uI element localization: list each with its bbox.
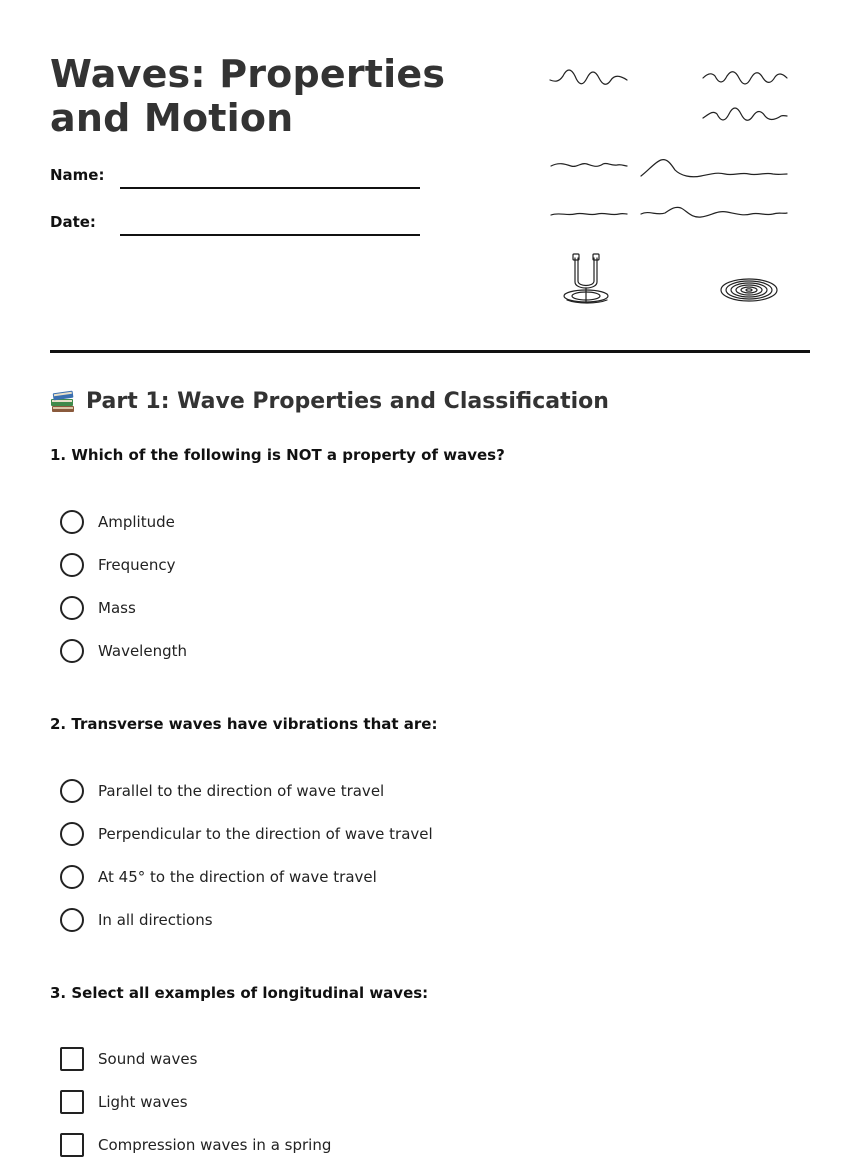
option-light-waves[interactable] — [60, 1090, 188, 1114]
option-label: Wavelength — [98, 642, 187, 660]
books-icon — [50, 388, 76, 414]
option-sound-waves[interactable] — [60, 1047, 197, 1071]
radio-button[interactable] — [60, 908, 84, 932]
radio-button[interactable] — [60, 865, 84, 889]
wave-icon — [703, 72, 787, 84]
checkbox[interactable] — [60, 1133, 84, 1157]
radio-button[interactable] — [60, 553, 84, 577]
question-3: 3. Select all examples of longitudinal waves: — [50, 984, 429, 1002]
radio-button[interactable] — [60, 596, 84, 620]
option-label: Parallel to the direction of wave travel — [98, 782, 385, 800]
date-field[interactable] — [120, 234, 420, 236]
option-compression-waves[interactable] — [60, 1133, 331, 1157]
option-amplitude[interactable] — [60, 510, 175, 534]
wave-icon — [641, 207, 787, 217]
radio-button[interactable] — [60, 822, 84, 846]
section-heading-text: Part 1: Wave Properties and Classification — [86, 388, 609, 414]
section-heading — [50, 388, 609, 414]
wave-icon — [551, 163, 627, 166]
question-2: 2. Transverse waves have vibrations that are: — [50, 715, 438, 733]
date-label: Date: — [50, 213, 96, 231]
wave-illustrations — [545, 58, 795, 312]
option-label: Mass — [98, 599, 136, 617]
option-label: In all directions — [98, 911, 213, 929]
option-parallel[interactable] — [60, 779, 384, 803]
option-label: Sound waves — [98, 1050, 198, 1068]
wave-icon — [641, 160, 787, 177]
radio-button[interactable] — [60, 639, 84, 663]
wave-icon — [703, 108, 787, 120]
option-wavelength[interactable] — [60, 639, 187, 663]
radio-button[interactable] — [60, 779, 84, 803]
wave-icon — [550, 70, 627, 84]
name-label: Name: — [50, 166, 105, 184]
option-label: Light waves — [98, 1093, 188, 1111]
name-field[interactable] — [120, 187, 420, 189]
option-frequency[interactable] — [60, 553, 176, 577]
radio-button[interactable] — [60, 510, 84, 534]
checkbox[interactable] — [60, 1047, 84, 1071]
page-title: Waves: Properties and Motion — [50, 52, 446, 140]
ripples-icon — [721, 279, 777, 301]
question-1: 1. Which of the following is NOT a property of waves? — [50, 446, 505, 464]
option-45-degrees[interactable] — [60, 865, 377, 889]
option-label: At 45° to the direction of wave travel — [98, 868, 377, 886]
option-label: Frequency — [98, 556, 176, 574]
header-divider — [50, 350, 810, 353]
tuning-fork-icon — [564, 254, 608, 303]
option-all-directions[interactable] — [60, 908, 213, 932]
option-perpendicular[interactable] — [60, 822, 433, 846]
option-label: Amplitude — [98, 513, 175, 531]
option-mass[interactable] — [60, 596, 136, 620]
wave-icon — [551, 213, 627, 215]
option-label: Perpendicular to the direction of wave travel — [98, 825, 433, 843]
checkbox[interactable] — [60, 1090, 84, 1114]
option-label: Compression waves in a spring — [98, 1136, 332, 1154]
